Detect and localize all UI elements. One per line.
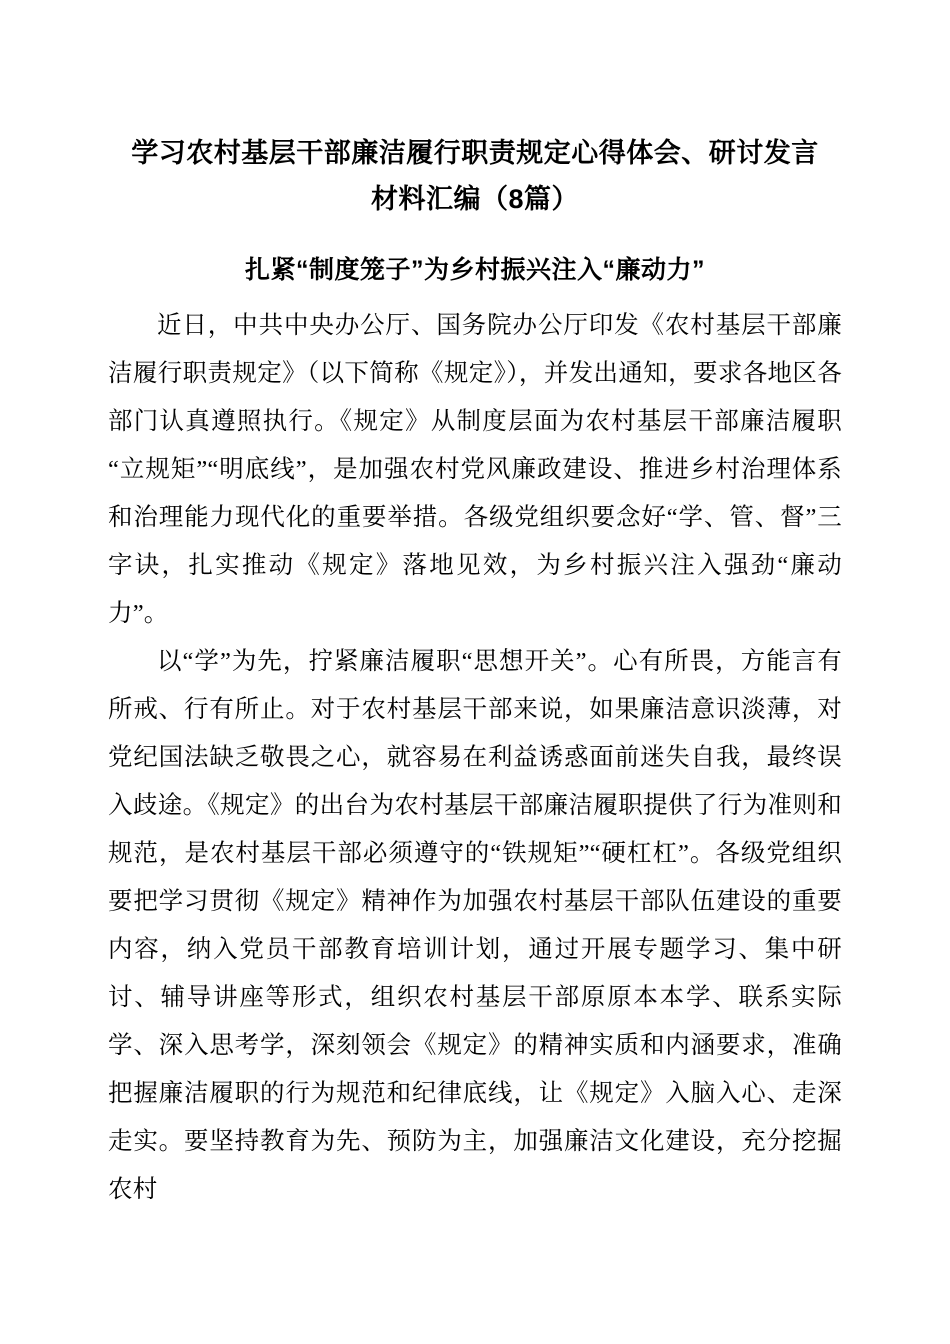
body-paragraph-2: 以“学”为先，拧紧廉洁履职“思想开关”。心有所畏，方能言有所戒、行有所止。对于农村基层干部来说，如果廉洁意识淡薄，对党纪国法缺乏敬畏之心，就容易在利益诱惑面前迷失自我，最终误入歧途。《规定》的出台为农村基层干部廉洁履职提供了行为准则和规范，是农村基层干部必须遵守的“铁规矩”“硬杠杠”。各级党组织要把学习贯彻《规定》精神作为加强农村基层干部队伍建设的重要内容，纳入党员干部教育培训计划，通过开展专题学习、集中研讨、辅导讲座等形式，组织农村基层干部原原本本学、联系实际学、深入思考学，深刻领会《规定》的精神实质和内涵要求，准确把握廉洁履职的行为规范和纪律底线，让《规定》入脑入心、走深走实。要坚持教育为先、预防为主，加强廉洁文化建设，充分挖掘农村 [108, 648, 842, 1203]
page-title-line-1: 学习农村基层干部廉洁履行职责规定心得体会、研讨发言 [131, 138, 819, 168]
body-paragraph-1: 近日，中共中央办公厅、国务院办公厅印发《农村基层干部廉洁履行职责规定》（以下简称《规定》），并发出通知，要求各地区各部门认真遵照执行。《规定》从制度层面为农村基层干部廉洁履职“立规矩”“明底线”，是加强农村党风廉政建设、推进乡村治理体系和治理能力现代化的重要举措。各级党组织要念好“学、管、督”三字诀，扎实推动《规定》落地见效，为乡村振兴注入强劲“廉动力”。 [108, 312, 842, 627]
page-title-line-2: 材料汇编（8篇） [370, 184, 580, 214]
page-title [108, 130, 842, 222]
article-subtitle: 扎紧“制度笼子”为乡村振兴注入“廉动力” [244, 256, 705, 284]
